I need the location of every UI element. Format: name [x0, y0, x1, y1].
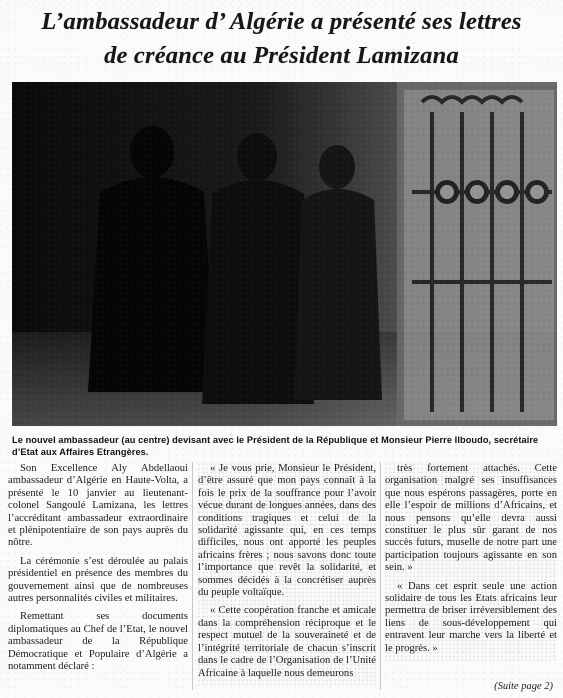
headline-line-2: de créance au Président Lamizana: [104, 42, 459, 69]
column-divider: [192, 462, 193, 690]
article-column-1: [8, 463, 188, 680]
paragraph: « Dans cet esprit seule une action solidaire de tous les Etats africains leur permettra de briser irréversiblement des liens de sous-développement qui entravent leur marche vers la liberté et le progrès. »: [385, 580, 557, 654]
column-divider: [380, 462, 381, 690]
headline: [6, 5, 557, 77]
continued-on-page: (Suite page 2): [494, 681, 553, 692]
paragraph: très fortement attachés. Cette organisation malgré ses insuffisances que nous espérons passagères, porte en elle l’espoir de millions d’Africains, et nous pensons qu’elle devra aussi constituer le plus sûr garant de nos succès futurs, muselle de notre part une participation toujours agissante en son sein. »: [385, 463, 557, 574]
article-column-2: [198, 463, 376, 686]
news-photo: [12, 82, 557, 426]
photo-illustration: [12, 82, 557, 426]
paragraph: La cérémonie s’est déroulée au palais présidentiel en présence des membres du gouvernement ainsi que de nombreuses autres personnalités civiles et militaires.: [8, 555, 188, 605]
paragraph: Remettant ses documents diplomatiques au Chef de l’Etat, le nouvel ambassadeur de la République Démocratique et Populaire d’Algérie a notamment déclaré :: [8, 611, 188, 673]
paragraph: « Cette coopération franche et amicale dans la compréhension réciproque et le respect mutuel de la souveraineté et de l’intégrité territoriale de chacun s’inscrit dans le cadre de l’Organisation de l’Unité Africaine à laquelle nous demeurons: [198, 605, 376, 679]
headline-line-1: L’ambassadeur d’ Algérie a présenté ses lettres: [41, 8, 522, 35]
paragraph: « Je vous prie, Monsieur le Président, d’être assuré que mon pays connaît à la fois le prix de la souffrance pour l’avoir vécue durant de longues années, dans des conditions tragiques et celui de la solidarité agissante qui, en ces temps difficiles, nous ont apporté les peuples africains frères ; nous savons donc toute l’importance que revêt la solidarité, et sommes décidés à la concrétiser auprès du peuple voltaïque.: [198, 463, 376, 599]
paragraph: Son Excellence Aly Abdellaoui ambassadeur d’Algérie en Haute-Volta, a présenté le 10 janvier au lieutenant-colonel Sangoulé Lamizana, les lettres l’accréditant ambassadeur extraordinaire et plénipotentiaire de son pays auprès du nôtre.: [8, 463, 188, 549]
photo-caption: Le nouvel ambassadeur (au centre) devisant avec le Président de la République et Monsieur Pierre Ilboudo, secrétaire d’Etat aux Affaires Etrangères.: [12, 435, 539, 457]
article-column-3: [385, 463, 557, 661]
